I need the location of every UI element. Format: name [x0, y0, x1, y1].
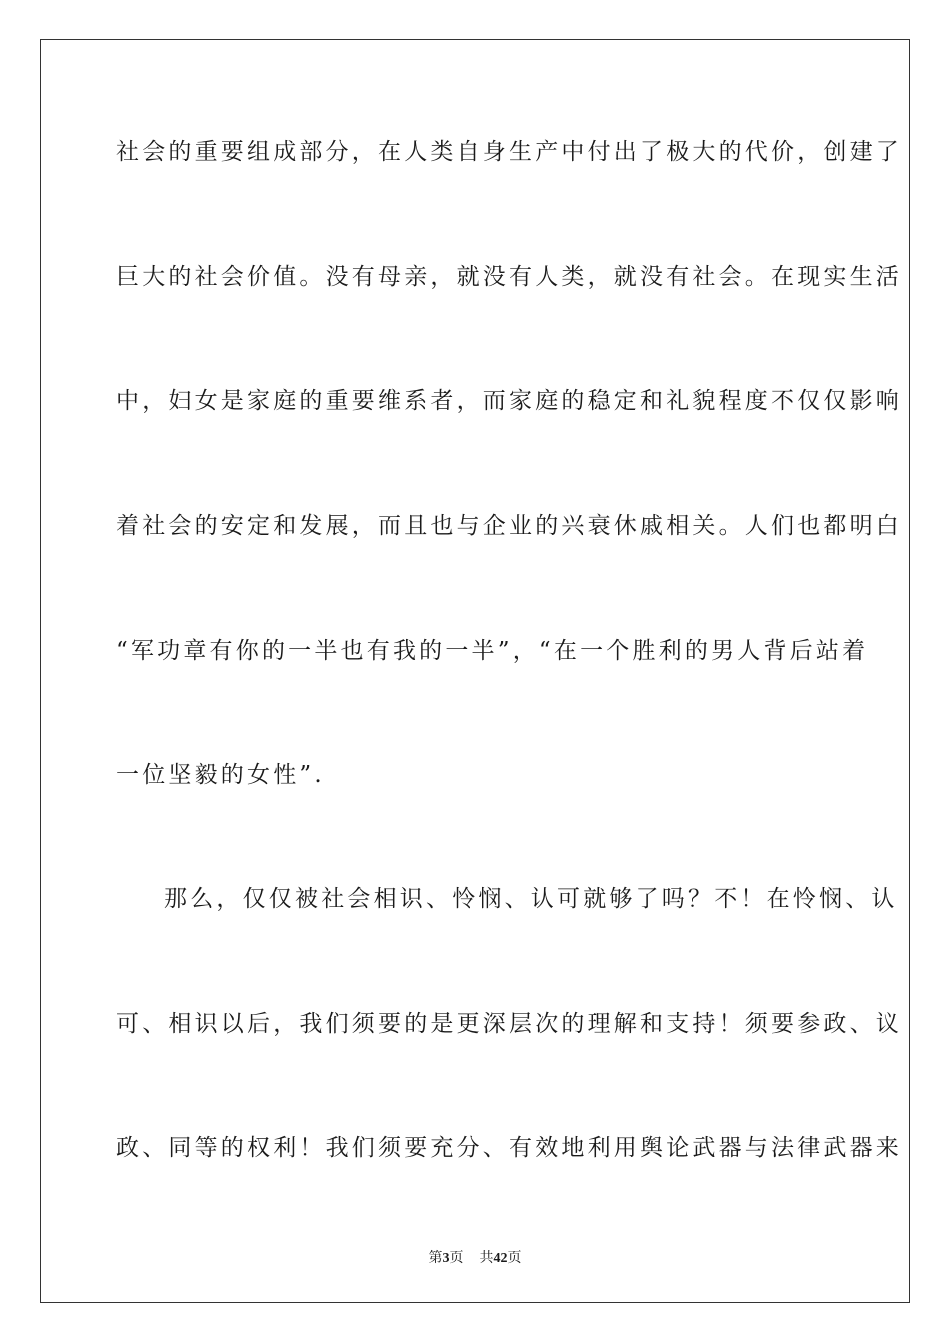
total-pages: 42 — [493, 1251, 508, 1266]
document-page — [40, 39, 910, 1303]
body-text-line: 一位坚毅的女性”. — [116, 762, 325, 788]
page-suffix: 页 — [449, 1250, 464, 1266]
body-text-line: 着社会的安定和发展，而且也与企业的兴衰休戚相关。人们也都明白 — [116, 513, 902, 539]
body-text-line: 政、同等的权利！我们须要充分、有效地利用舆论武器与法律武器来 — [116, 1135, 902, 1161]
body-text-line: “军功章有你的一半也有我的一半”，“在一个胜利的男人背后站着 — [116, 638, 869, 664]
page-footer — [0, 1247, 950, 1267]
total-prefix: 共 — [479, 1250, 494, 1266]
body-text-line: 巨大的社会价值。没有母亲，就没有人类，就没有社会。在现实生活 — [116, 264, 902, 290]
total-suffix: 页 — [507, 1250, 522, 1266]
body-text-line: 可、相识以后，我们须要的是更深层次的理解和支持！须要参政、议 — [116, 1011, 902, 1037]
body-text-line: 中，妇女是家庭的重要维系者，而家庭的稳定和礼貌程度不仅仅影响 — [116, 388, 902, 414]
paragraph-first-line: 那么，仅仅被社会相识、怜悯、认可就够了吗？不！在怜悯、认 — [164, 886, 898, 912]
page-prefix: 第 — [428, 1250, 443, 1266]
page-number: 3 — [442, 1251, 450, 1266]
body-text-line: 社会的重要组成部分，在人类自身生产中付出了极大的代价，创建了 — [116, 139, 902, 165]
